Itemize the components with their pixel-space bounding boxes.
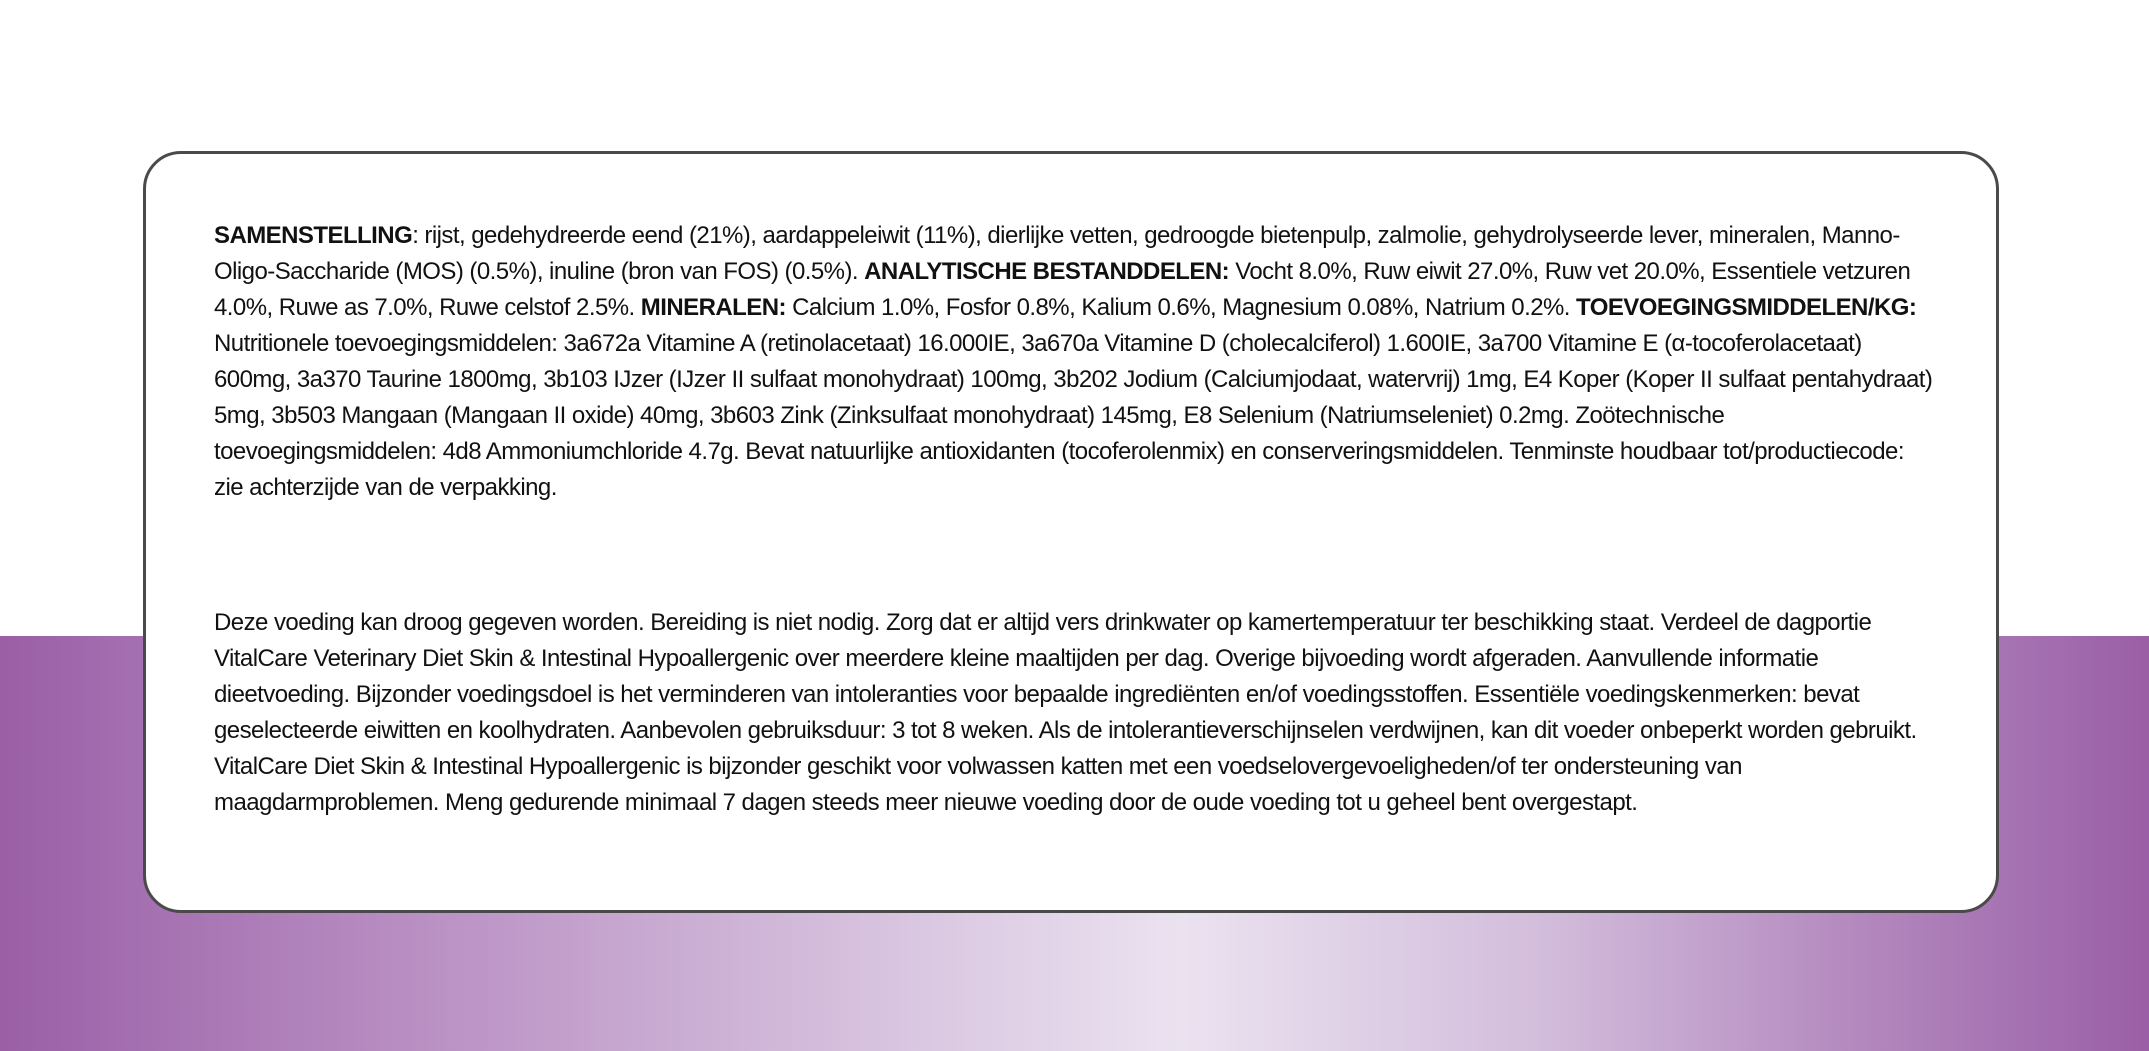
analytische-text: Vocht 8.0%, Ruw eiwit 27.0%, Ruw vet 20.0%, Essentiele vetzuren 4.0%, Ruwe as 7.0%, Ruwe celstof 2.5%. — [214, 258, 1911, 321]
composition-paragraph — [214, 218, 1934, 506]
toevoegingsmiddelen-text: Nutritionele toevoegingsmiddelen: 3a672a Vitamine A (retinolacetaat) 16.000IE, 3a670a Vitamine D (cholecalciferol) 1.600IE, 3a700 Vitamine E (α-tocoferolacetaat) 600mg, 3a370 Taurine 1800mg, 3b103 IJzer (IJzer II sulfaat monohydraat) 100mg, 3b202 Jodium (Calciumjodaat, watervrij) 1mg, E4 Koper (Koper II sulfaat pentahydraat) 5mg, 3b503 Mangaan (Mangaan II oxide) 40mg, 3b603 Zink (Zinksulfaat monohydraat) 145mg, E8 Selenium (Natriumseleniet) 0.2mg. Zoötechnische toevoegingsmiddelen: 4d8 Ammoniumchloride 4.7g. Bevat natuurlijke antioxidanten (tocoferolenmix) en conserveringsmiddelen. Tenminste houdbaar tot/productiecode: zie achterzijde van de verpakking. — [214, 330, 1933, 501]
usage-paragraph — [214, 605, 1934, 821]
heading-samenstelling: SAMENSTELLING — [214, 222, 413, 249]
mineralen-text: Calcium 1.0%, Fosfor 0.8%, Kalium 0.6%, Magnesium 0.08%, Natrium 0.2%. — [785, 294, 1577, 321]
heading-mineralen: MINERALEN: — [640, 294, 786, 321]
heading-analytische-bestanddelen: ANALYTISCHE BESTANDDELEN: — [864, 258, 1230, 285]
heading-toevoegingsmiddelen: TOEVOEGINGSMIDDELEN/KG: — [1576, 294, 1917, 321]
usage-text: Deze voeding kan droog gegeven worden. Bereiding is niet nodig. Zorg dat er altijd vers drinkwater op kamertemperatuur ter beschikking staat. Verdeel de dagportie VitalCare Veterinary Diet Skin & Intestinal Hypoallergenic over meerdere kleine maaltijden per dag. Overige bijvoeding wordt afgeraden. Aanvullende informatie dieetvoeding. Bijzonder voedingsdoel is het verminderen van intoleranties voor bepaalde ingrediënten en/of voedingsstoffen. Essentiële voedingskenmerken: bevat geselecteerde eiwitten en koolhydraten. Aanbevolen gebruiksduur: 3 tot 8 weken. Als de intolerantieverschijnselen verdwijnen, kan dit voeder onbeperkt worden gebruikt. VitalCare Diet Skin & Intestinal Hypoallergenic is bijzonder geschikt voor volwassen katten met een voedselovergevoeligheden/of ter ondersteuning van maagdarmproblemen. Meng gedurende minimaal 7 dagen steeds meer nieuwe voeding door de oude voeding tot u geheel bent overgestapt. — [214, 609, 1917, 816]
samenstelling-text: : rijst, gedehydreerde eend (21%), aardappeleiwit (11%), dierlijke vetten, gedroogde bietenpulp, zalmolie, gehydrolyseerde lever, mineralen, Manno-Oligo-Saccharide (MOS) (0.5%), inuline (bron van FOS) (0.5%). — [214, 222, 1900, 285]
